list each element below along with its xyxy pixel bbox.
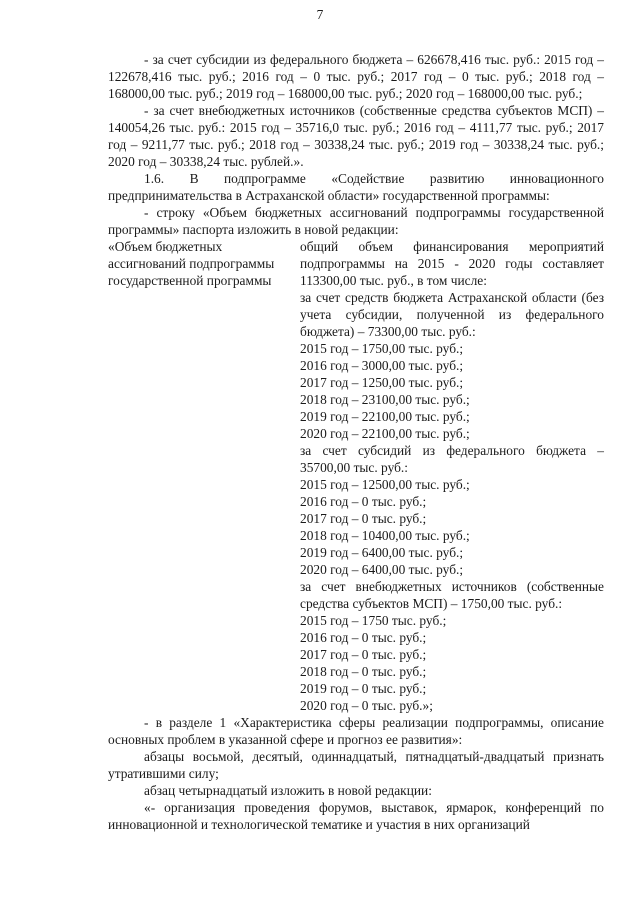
regional-budget-year: 2015 год – 1750,00 тыс. руб.; xyxy=(300,341,464,356)
federal-subsidy-header: за счет субсидий из федерального бюджета – 35700,00 тыс. руб.: xyxy=(300,443,604,475)
regional-budget-year: 2016 год – 3000,00 тыс. руб.; xyxy=(300,358,464,373)
regional-budget-year: 2019 год – 22100,00 тыс. руб.; xyxy=(300,409,470,424)
federal-subsidy-year: 2017 год – 0 тыс. руб.; xyxy=(300,511,427,526)
extrabudget-year: 2017 год – 0 тыс. руб.; xyxy=(300,647,427,662)
document-body xyxy=(108,51,604,833)
paragraph-fourteenth-clause: абзац четырнадцатый изложить в новой редакции: xyxy=(144,783,432,798)
passport-table-row xyxy=(108,238,604,714)
page-number: 7 xyxy=(316,7,324,22)
paragraph-extrabudget-sources: - за счет внебюджетных источников (собственные средства субъектов МСП) – 140054,26 тыс. руб.: 2015 год – 35716,0 тыс. руб.; 2016 год – 4111,77 тыс. руб.; 2017 год – 9211,77 тыс. руб.; 2018 год – 30338,24 тыс. руб.; 2019 год – 30338,24 тыс. руб.; 2020 год – 30338,24 тыс. рублей.». xyxy=(108,103,604,169)
regional-budget-year: 2018 год – 23100,00 тыс. руб.; xyxy=(300,392,470,407)
extrabudget-year: 2020 год – 0 тыс. руб.»; xyxy=(300,698,433,713)
passport-row-label: «Объем бюджетных ассигнований подпрограммы государственной программы xyxy=(108,239,275,288)
regional-budget-year: 2017 год – 1250,00 тыс. руб.; xyxy=(300,375,464,390)
extrabudget-header: за счет внебюджетных источников (собственные средства субъектов МСП) – 1750,00 тыс. руб.: xyxy=(300,579,604,611)
paragraph-section-1-instruction: - в разделе 1 «Характеристика сферы реализации подпрограммы, описание основных проблем в указанной сфере и прогноз ее развития»: xyxy=(108,715,604,747)
total-funding-text: общий объем финансирования мероприятий подпрограммы на 2015 - 2020 годы составляет 113300,00 тыс. руб., в том числе: xyxy=(300,239,604,288)
paragraph-invalidated-clauses: абзацы восьмой, десятый, одиннадцатый, пятнадцатый-двадцатый признать утратившими силу; xyxy=(108,749,604,781)
paragraph-subprogram-heading: 1.6. В подпрограмме «Содействие развитию инновационного предпринимательства в Астраханской области» государственной программы: xyxy=(108,171,604,203)
extrabudget-year: 2016 год – 0 тыс. руб.; xyxy=(300,630,427,645)
regional-budget-header: за счет средств бюджета Астраханской области (без учета субсидии, полученной из федерального бюджета) – 73300,00 тыс. руб.: xyxy=(300,290,604,339)
extrabudget-year: 2015 год – 1750 тыс. руб.; xyxy=(300,613,447,628)
federal-subsidy-year: 2020 год – 6400,00 тыс. руб.; xyxy=(300,562,464,577)
passport-row-value xyxy=(300,238,604,714)
extrabudget-year: 2019 год – 0 тыс. руб.; xyxy=(300,681,427,696)
paragraph-federal-subsidy: - за счет субсидии из федерального бюджета – 626678,416 тыс. руб.: 2015 год – 122678,416 тыс. руб.; 2016 год – 0 тыс. руб.; 2017 год – 0 тыс. руб.; 2018 год – 168000,00 тыс. руб.; 2019 год – 168000,00 тыс. руб.; 2020 год – 168000,00 тыс. руб.; xyxy=(108,52,604,101)
federal-subsidy-year: 2018 год – 10400,00 тыс. руб.; xyxy=(300,528,470,543)
regional-budget-year: 2020 год – 22100,00 тыс. руб.; xyxy=(300,426,470,441)
federal-subsidy-year: 2019 год – 6400,00 тыс. руб.; xyxy=(300,545,464,560)
federal-subsidy-year: 2015 год – 12500,00 тыс. руб.; xyxy=(300,477,470,492)
paragraph-passport-row-instruction: - строку «Объем бюджетных ассигнований подпрограммы государственной программы» паспорта изложить в новой редакции: xyxy=(108,205,604,237)
federal-subsidy-year: 2016 год – 0 тыс. руб.; xyxy=(300,494,427,509)
extrabudget-year: 2018 год – 0 тыс. руб.; xyxy=(300,664,427,679)
paragraph-new-clause-text: «- организация проведения форумов, выставок, ярмарок, конференций по инновационной и технологической тематике и участия в них организаций xyxy=(108,800,604,832)
